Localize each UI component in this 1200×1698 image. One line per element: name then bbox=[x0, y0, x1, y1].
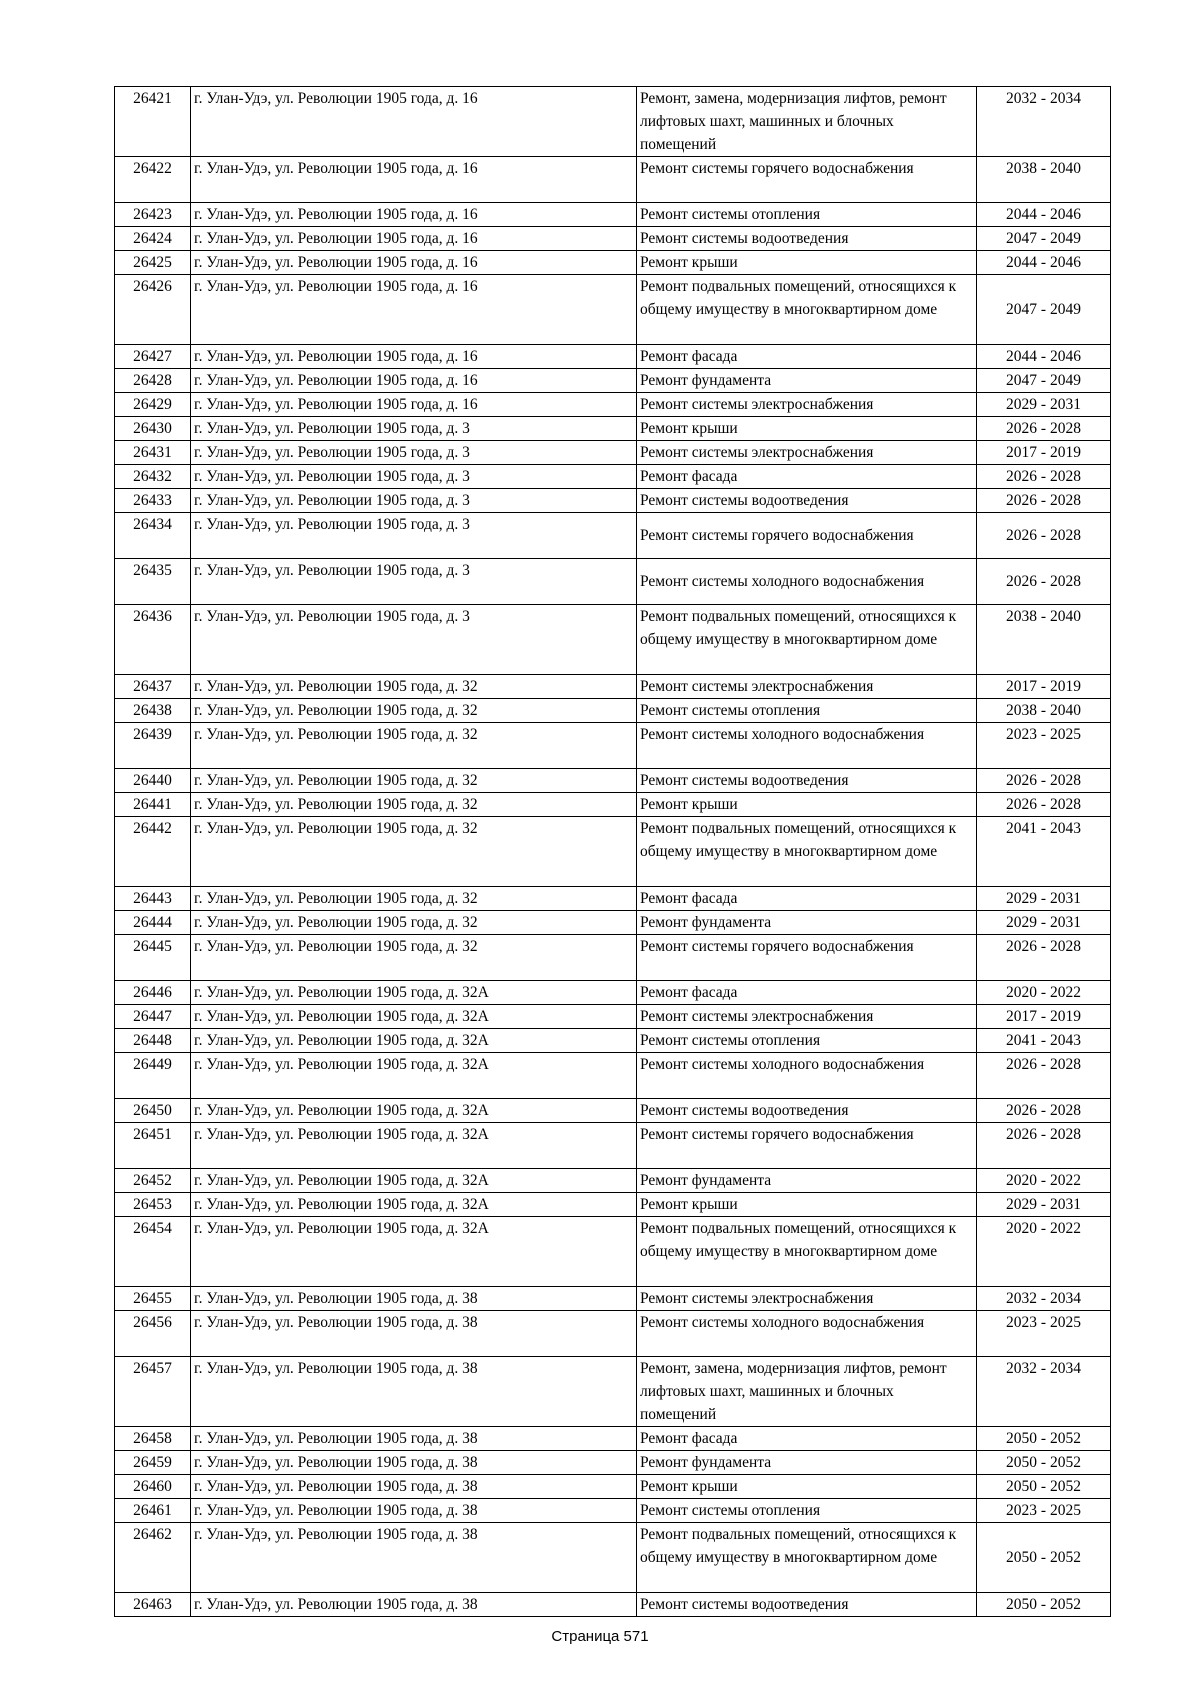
row-number-cell: 26456 bbox=[115, 1311, 191, 1357]
period-cell: 2050 - 2052 bbox=[977, 1451, 1111, 1475]
row-number-cell: 26431 bbox=[115, 441, 191, 465]
period-cell: 2041 - 2043 bbox=[977, 1029, 1111, 1053]
work-type-cell: Ремонт фасада bbox=[637, 345, 977, 369]
work-type-cell: Ремонт системы горячего водоснабжения bbox=[637, 1123, 977, 1169]
table-row bbox=[115, 793, 1111, 817]
table-row bbox=[115, 605, 1111, 675]
table-row bbox=[115, 1217, 1111, 1287]
table-row bbox=[115, 817, 1111, 887]
address-cell: г. Улан-Удэ, ул. Революции 1905 года, д. 16 bbox=[191, 369, 637, 393]
row-number-cell: 26441 bbox=[115, 793, 191, 817]
work-type-cell: Ремонт системы электроснабжения bbox=[637, 1005, 977, 1029]
work-type-cell: Ремонт крыши bbox=[637, 1475, 977, 1499]
table-row bbox=[115, 345, 1111, 369]
table-row bbox=[115, 981, 1111, 1005]
row-number-cell: 26463 bbox=[115, 1593, 191, 1617]
table-row bbox=[115, 369, 1111, 393]
work-type-cell: Ремонт системы холодного водоснабжения bbox=[637, 723, 977, 769]
table-row bbox=[115, 513, 1111, 559]
row-number-cell: 26455 bbox=[115, 1287, 191, 1311]
row-number-cell: 26430 bbox=[115, 417, 191, 441]
row-number-cell: 26439 bbox=[115, 723, 191, 769]
period-cell: 2026 - 2028 bbox=[977, 513, 1111, 559]
row-number-cell: 26428 bbox=[115, 369, 191, 393]
table-row bbox=[115, 1523, 1111, 1593]
work-type-cell: Ремонт системы холодного водоснабжения bbox=[637, 1053, 977, 1099]
work-type-cell: Ремонт системы электроснабжения bbox=[637, 441, 977, 465]
period-cell: 2038 - 2040 bbox=[977, 157, 1111, 203]
work-type-cell: Ремонт системы отопления bbox=[637, 1029, 977, 1053]
period-cell: 2041 - 2043 bbox=[977, 817, 1111, 887]
row-number-cell: 26459 bbox=[115, 1451, 191, 1475]
row-number-cell: 26437 bbox=[115, 675, 191, 699]
period-cell: 2029 - 2031 bbox=[977, 393, 1111, 417]
table-body bbox=[115, 87, 1111, 1617]
row-number-cell: 26424 bbox=[115, 227, 191, 251]
table-row bbox=[115, 203, 1111, 227]
table-row bbox=[115, 251, 1111, 275]
period-cell: 2047 - 2049 bbox=[977, 369, 1111, 393]
row-number-cell: 26452 bbox=[115, 1169, 191, 1193]
address-cell: г. Улан-Удэ, ул. Революции 1905 года, д. 16 bbox=[191, 87, 637, 157]
work-type-cell: Ремонт системы отопления bbox=[637, 203, 977, 227]
address-cell: г. Улан-Удэ, ул. Революции 1905 года, д. 38 bbox=[191, 1357, 637, 1427]
work-type-cell: Ремонт системы холодного водоснабжения bbox=[637, 1311, 977, 1357]
work-type-cell: Ремонт системы водоотведения bbox=[637, 1099, 977, 1123]
row-number-cell: 26449 bbox=[115, 1053, 191, 1099]
table-row bbox=[115, 275, 1111, 345]
period-cell: 2044 - 2046 bbox=[977, 345, 1111, 369]
table-row bbox=[115, 1169, 1111, 1193]
work-type-cell: Ремонт фасада bbox=[637, 1427, 977, 1451]
row-number-cell: 26453 bbox=[115, 1193, 191, 1217]
address-cell: г. Улан-Удэ, ул. Революции 1905 года, д. 38 bbox=[191, 1451, 637, 1475]
period-cell: 2023 - 2025 bbox=[977, 1311, 1111, 1357]
work-type-cell: Ремонт крыши bbox=[637, 793, 977, 817]
table-row bbox=[115, 723, 1111, 769]
table-row bbox=[115, 675, 1111, 699]
period-cell: 2020 - 2022 bbox=[977, 1169, 1111, 1193]
table-row bbox=[115, 1593, 1111, 1617]
address-cell: г. Улан-Удэ, ул. Революции 1905 года, д. 16 bbox=[191, 345, 637, 369]
address-cell: г. Улан-Удэ, ул. Революции 1905 года, д. 32А bbox=[191, 1029, 637, 1053]
row-number-cell: 26448 bbox=[115, 1029, 191, 1053]
address-cell: г. Улан-Удэ, ул. Революции 1905 года, д. 32А bbox=[191, 1099, 637, 1123]
row-number-cell: 26432 bbox=[115, 465, 191, 489]
address-cell: г. Улан-Удэ, ул. Революции 1905 года, д. 3 bbox=[191, 605, 637, 675]
address-cell: г. Улан-Удэ, ул. Революции 1905 года, д. 32 bbox=[191, 911, 637, 935]
row-number-cell: 26429 bbox=[115, 393, 191, 417]
row-number-cell: 26426 bbox=[115, 275, 191, 345]
work-type-cell: Ремонт фундамента bbox=[637, 1451, 977, 1475]
row-number-cell: 26461 bbox=[115, 1499, 191, 1523]
period-cell: 2029 - 2031 bbox=[977, 1193, 1111, 1217]
address-cell: г. Улан-Удэ, ул. Революции 1905 года, д. 32А bbox=[191, 1005, 637, 1029]
work-type-cell: Ремонт системы электроснабжения bbox=[637, 675, 977, 699]
table-row bbox=[115, 1099, 1111, 1123]
table-row bbox=[115, 1475, 1111, 1499]
period-cell: 2029 - 2031 bbox=[977, 911, 1111, 935]
table-row bbox=[115, 1193, 1111, 1217]
work-type-cell: Ремонт фундамента bbox=[637, 369, 977, 393]
period-cell: 2017 - 2019 bbox=[977, 441, 1111, 465]
period-cell: 2032 - 2034 bbox=[977, 87, 1111, 157]
table-row bbox=[115, 1053, 1111, 1099]
row-number-cell: 26444 bbox=[115, 911, 191, 935]
table-row bbox=[115, 911, 1111, 935]
address-cell: г. Улан-Удэ, ул. Революции 1905 года, д. 3 bbox=[191, 465, 637, 489]
table-row bbox=[115, 1499, 1111, 1523]
address-cell: г. Улан-Удэ, ул. Революции 1905 года, д. 32 bbox=[191, 887, 637, 911]
work-type-cell: Ремонт системы горячего водоснабжения bbox=[637, 513, 977, 559]
page-number: Страница 571 bbox=[551, 1628, 649, 1645]
address-cell: г. Улан-Удэ, ул. Революции 1905 года, д. 32 bbox=[191, 935, 637, 981]
address-cell: г. Улан-Удэ, ул. Революции 1905 года, д. 16 bbox=[191, 393, 637, 417]
work-type-cell: Ремонт фундамента bbox=[637, 911, 977, 935]
row-number-cell: 26434 bbox=[115, 513, 191, 559]
row-number-cell: 26422 bbox=[115, 157, 191, 203]
address-cell: г. Улан-Удэ, ул. Революции 1905 года, д. 32 bbox=[191, 769, 637, 793]
row-number-cell: 26421 bbox=[115, 87, 191, 157]
table-row bbox=[115, 1451, 1111, 1475]
period-cell: 2026 - 2028 bbox=[977, 417, 1111, 441]
table-row bbox=[115, 1311, 1111, 1357]
work-type-cell: Ремонт подвальных помещений, относящихся к общему имуществу в многоквартирном доме bbox=[637, 817, 977, 887]
address-cell: г. Улан-Удэ, ул. Революции 1905 года, д. 32А bbox=[191, 1169, 637, 1193]
table-row bbox=[115, 157, 1111, 203]
work-type-cell: Ремонт подвальных помещений, относящихся к общему имуществу в многоквартирном доме bbox=[637, 1217, 977, 1287]
table-row bbox=[115, 1029, 1111, 1053]
table-row bbox=[115, 441, 1111, 465]
work-type-cell: Ремонт системы холодного водоснабжения bbox=[637, 559, 977, 605]
row-number-cell: 26450 bbox=[115, 1099, 191, 1123]
address-cell: г. Улан-Удэ, ул. Революции 1905 года, д. 3 bbox=[191, 489, 637, 513]
period-cell: 2026 - 2028 bbox=[977, 465, 1111, 489]
table-row bbox=[115, 559, 1111, 605]
work-type-cell: Ремонт системы отопления bbox=[637, 699, 977, 723]
table-row bbox=[115, 1357, 1111, 1427]
period-cell: 2047 - 2049 bbox=[977, 227, 1111, 251]
period-cell: 2044 - 2046 bbox=[977, 251, 1111, 275]
address-cell: г. Улан-Удэ, ул. Революции 1905 года, д. 16 bbox=[191, 203, 637, 227]
table-row bbox=[115, 417, 1111, 441]
address-cell: г. Улан-Удэ, ул. Революции 1905 года, д. 3 bbox=[191, 513, 637, 559]
row-number-cell: 26445 bbox=[115, 935, 191, 981]
period-cell: 2026 - 2028 bbox=[977, 1099, 1111, 1123]
address-cell: г. Улан-Удэ, ул. Революции 1905 года, д. 32А bbox=[191, 1193, 637, 1217]
work-type-cell: Ремонт фасада bbox=[637, 465, 977, 489]
table-row bbox=[115, 887, 1111, 911]
row-number-cell: 26446 bbox=[115, 981, 191, 1005]
address-cell: г. Улан-Удэ, ул. Революции 1905 года, д. 32 bbox=[191, 817, 637, 887]
row-number-cell: 26442 bbox=[115, 817, 191, 887]
work-type-cell: Ремонт системы водоотведения bbox=[637, 1593, 977, 1617]
period-cell: 2050 - 2052 bbox=[977, 1523, 1111, 1593]
row-number-cell: 26423 bbox=[115, 203, 191, 227]
address-cell: г. Улан-Удэ, ул. Революции 1905 года, д. 38 bbox=[191, 1287, 637, 1311]
repair-schedule-table bbox=[114, 86, 1111, 1617]
row-number-cell: 26435 bbox=[115, 559, 191, 605]
work-type-cell: Ремонт системы электроснабжения bbox=[637, 1287, 977, 1311]
table-row bbox=[115, 227, 1111, 251]
table-row bbox=[115, 935, 1111, 981]
work-type-cell: Ремонт крыши bbox=[637, 417, 977, 441]
address-cell: г. Улан-Удэ, ул. Революции 1905 года, д. 38 bbox=[191, 1593, 637, 1617]
work-type-cell: Ремонт системы горячего водоснабжения bbox=[637, 935, 977, 981]
address-cell: г. Улан-Удэ, ул. Революции 1905 года, д. 32 bbox=[191, 723, 637, 769]
period-cell: 2050 - 2052 bbox=[977, 1475, 1111, 1499]
table-row bbox=[115, 1005, 1111, 1029]
period-cell: 2026 - 2028 bbox=[977, 1053, 1111, 1099]
table-row bbox=[115, 1123, 1111, 1169]
address-cell: г. Улан-Удэ, ул. Революции 1905 года, д. 32А bbox=[191, 1053, 637, 1099]
address-cell: г. Улан-Удэ, ул. Революции 1905 года, д. 16 bbox=[191, 227, 637, 251]
address-cell: г. Улан-Удэ, ул. Революции 1905 года, д. 38 bbox=[191, 1499, 637, 1523]
work-type-cell: Ремонт фасада bbox=[637, 887, 977, 911]
address-cell: г. Улан-Удэ, ул. Революции 1905 года, д. 32А bbox=[191, 1123, 637, 1169]
period-cell: 2017 - 2019 bbox=[977, 675, 1111, 699]
period-cell: 2038 - 2040 bbox=[977, 605, 1111, 675]
period-cell: 2023 - 2025 bbox=[977, 1499, 1111, 1523]
work-type-cell: Ремонт подвальных помещений, относящихся к общему имуществу в многоквартирном доме bbox=[637, 275, 977, 345]
work-type-cell: Ремонт крыши bbox=[637, 1193, 977, 1217]
row-number-cell: 26440 bbox=[115, 769, 191, 793]
address-cell: г. Улан-Удэ, ул. Революции 1905 года, д. 32А bbox=[191, 1217, 637, 1287]
work-type-cell: Ремонт подвальных помещений, относящихся к общему имуществу в многоквартирном доме bbox=[637, 1523, 977, 1593]
table-row bbox=[115, 393, 1111, 417]
period-cell: 2032 - 2034 bbox=[977, 1357, 1111, 1427]
address-cell: г. Улан-Удэ, ул. Революции 1905 года, д. 38 bbox=[191, 1523, 637, 1593]
period-cell: 2050 - 2052 bbox=[977, 1593, 1111, 1617]
address-cell: г. Улан-Удэ, ул. Революции 1905 года, д. 32 bbox=[191, 793, 637, 817]
address-cell: г. Улан-Удэ, ул. Революции 1905 года, д. 38 bbox=[191, 1311, 637, 1357]
period-cell: 2020 - 2022 bbox=[977, 981, 1111, 1005]
work-type-cell: Ремонт системы водоотведения bbox=[637, 769, 977, 793]
table-row bbox=[115, 465, 1111, 489]
work-type-cell: Ремонт системы электроснабжения bbox=[637, 393, 977, 417]
table-row bbox=[115, 87, 1111, 157]
address-cell: г. Улан-Удэ, ул. Революции 1905 года, д. 38 bbox=[191, 1427, 637, 1451]
row-number-cell: 26451 bbox=[115, 1123, 191, 1169]
work-type-cell: Ремонт фасада bbox=[637, 981, 977, 1005]
row-number-cell: 26427 bbox=[115, 345, 191, 369]
address-cell: г. Улан-Удэ, ул. Революции 1905 года, д. 32А bbox=[191, 981, 637, 1005]
period-cell: 2044 - 2046 bbox=[977, 203, 1111, 227]
address-cell: г. Улан-Удэ, ул. Революции 1905 года, д. 32 bbox=[191, 675, 637, 699]
row-number-cell: 26433 bbox=[115, 489, 191, 513]
work-type-cell: Ремонт крыши bbox=[637, 251, 977, 275]
address-cell: г. Улан-Удэ, ул. Революции 1905 года, д. 3 bbox=[191, 417, 637, 441]
work-type-cell: Ремонт, замена, модернизация лифтов, ремонт лифтовых шахт, машинных и блочных помещений bbox=[637, 87, 977, 157]
period-cell: 2026 - 2028 bbox=[977, 935, 1111, 981]
address-cell: г. Улан-Удэ, ул. Революции 1905 года, д. 16 bbox=[191, 251, 637, 275]
period-cell: 2050 - 2052 bbox=[977, 1427, 1111, 1451]
period-cell: 2029 - 2031 bbox=[977, 887, 1111, 911]
row-number-cell: 26425 bbox=[115, 251, 191, 275]
address-cell: г. Улан-Удэ, ул. Революции 1905 года, д. 32 bbox=[191, 699, 637, 723]
period-cell: 2026 - 2028 bbox=[977, 769, 1111, 793]
work-type-cell: Ремонт системы отопления bbox=[637, 1499, 977, 1523]
row-number-cell: 26458 bbox=[115, 1427, 191, 1451]
address-cell: г. Улан-Удэ, ул. Революции 1905 года, д. 16 bbox=[191, 275, 637, 345]
period-cell: 2023 - 2025 bbox=[977, 723, 1111, 769]
work-type-cell: Ремонт фундамента bbox=[637, 1169, 977, 1193]
period-cell: 2026 - 2028 bbox=[977, 1123, 1111, 1169]
table-row bbox=[115, 699, 1111, 723]
period-cell: 2026 - 2028 bbox=[977, 559, 1111, 605]
period-cell: 2032 - 2034 bbox=[977, 1287, 1111, 1311]
row-number-cell: 26436 bbox=[115, 605, 191, 675]
work-type-cell: Ремонт системы водоотведения bbox=[637, 227, 977, 251]
row-number-cell: 26460 bbox=[115, 1475, 191, 1499]
work-type-cell: Ремонт подвальных помещений, относящихся к общему имуществу в многоквартирном доме bbox=[637, 605, 977, 675]
address-cell: г. Улан-Удэ, ул. Революции 1905 года, д. 3 bbox=[191, 441, 637, 465]
work-type-cell: Ремонт, замена, модернизация лифтов, ремонт лифтовых шахт, машинных и блочных помещений bbox=[637, 1357, 977, 1427]
period-cell: 2020 - 2022 bbox=[977, 1217, 1111, 1287]
table-row bbox=[115, 769, 1111, 793]
table-row bbox=[115, 1427, 1111, 1451]
address-cell: г. Улан-Удэ, ул. Революции 1905 года, д. 16 bbox=[191, 157, 637, 203]
period-cell: 2026 - 2028 bbox=[977, 489, 1111, 513]
address-cell: г. Улан-Удэ, ул. Революции 1905 года, д. 3 bbox=[191, 559, 637, 605]
row-number-cell: 26438 bbox=[115, 699, 191, 723]
table-row bbox=[115, 489, 1111, 513]
row-number-cell: 26447 bbox=[115, 1005, 191, 1029]
work-type-cell: Ремонт системы горячего водоснабжения bbox=[637, 157, 977, 203]
document-page bbox=[114, 86, 1110, 1617]
table-row bbox=[115, 1287, 1111, 1311]
period-cell: 2026 - 2028 bbox=[977, 793, 1111, 817]
row-number-cell: 26454 bbox=[115, 1217, 191, 1287]
row-number-cell: 26457 bbox=[115, 1357, 191, 1427]
row-number-cell: 26443 bbox=[115, 887, 191, 911]
address-cell: г. Улан-Удэ, ул. Революции 1905 года, д. 38 bbox=[191, 1475, 637, 1499]
work-type-cell: Ремонт системы водоотведения bbox=[637, 489, 977, 513]
period-cell: 2017 - 2019 bbox=[977, 1005, 1111, 1029]
period-cell: 2038 - 2040 bbox=[977, 699, 1111, 723]
row-number-cell: 26462 bbox=[115, 1523, 191, 1593]
period-cell: 2047 - 2049 bbox=[977, 275, 1111, 345]
